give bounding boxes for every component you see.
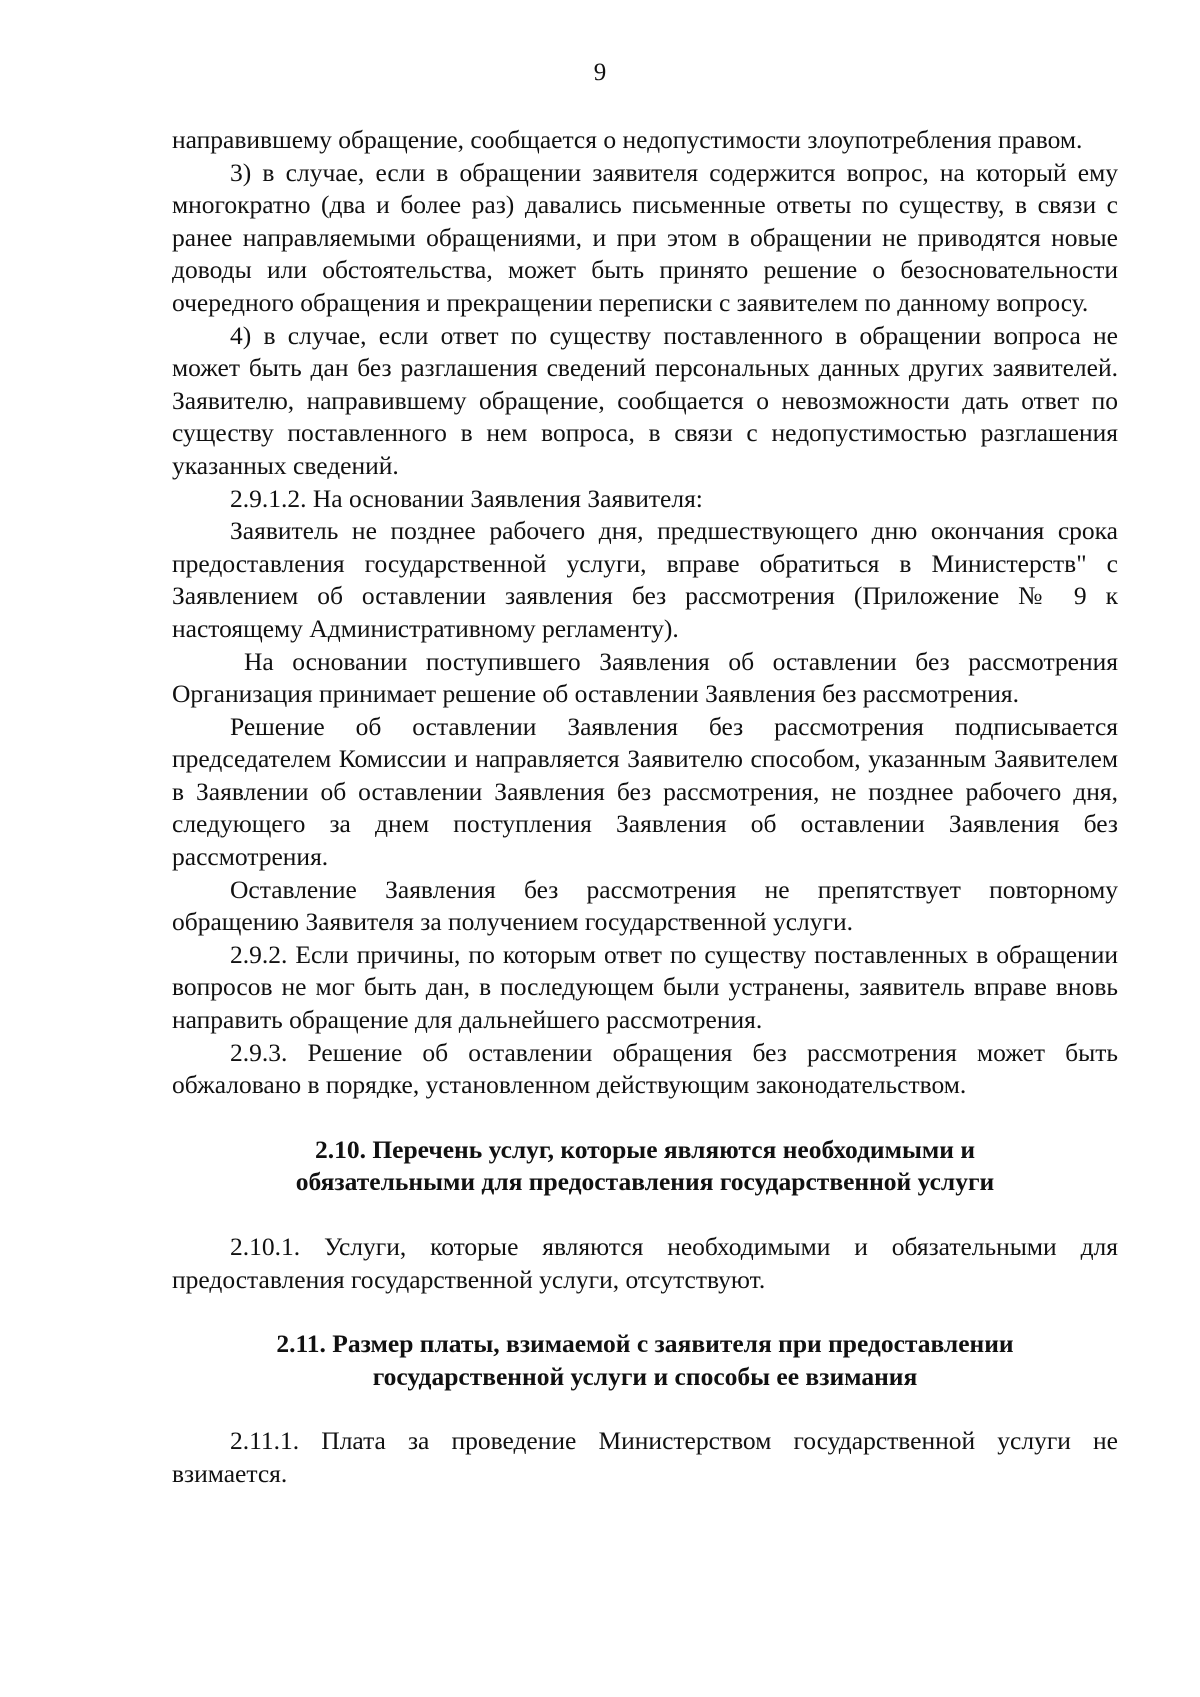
paragraph-2-9-2: 2.9.2. Если причины, по которым ответ по существу поставленных в обращении вопросов не мог быть дан, в последующем были устранены, заявитель вправе вновь направить обращение для дальнейшего рассмотрения. <box>172 939 1118 1035</box>
paragraph-applicant-request: Заявитель не позднее рабочего дня, предшествующего дню окончания срока предоставления государственной услуги, вправе обратиться в Министерств" с Заявлением об оставлении заявления без рассмотрения (Приложение № 9 к настоящему Административному регламенту). <box>172 516 1118 643</box>
paragraph-2-10-1: 2.10.1. Услуги, которые являются необходимыми и обязательными для предоставления государственной услуги, отсутствуют. <box>172 1232 1118 1294</box>
paragraph-2-9-1-2: 2.9.1.2. На основании Заявления Заявителя: <box>230 483 703 513</box>
paragraph-2-11-1: 2.11.1. Плата за проведение Министерством государственной услуги не взимается. <box>172 1426 1118 1488</box>
paragraph-repeat-request: Оставление Заявления без рассмотрения не препятствует повторному обращению Заявителя за получением государственной услуги. <box>172 874 1118 937</box>
document-body <box>172 124 1118 1491</box>
paragraph-2-9-3: 2.9.3. Решение об оставлении обращения без рассмотрения может быть обжаловано в порядке, установленном действующим законодательством. <box>172 1037 1118 1100</box>
section-heading-2-11 <box>172 1328 1118 1393</box>
paragraph-item-3: 3) в случае, если в обращении заявителя содержится вопрос, на который ему многократно (два и более раз) давались письменные ответы по существу, в связи с ранее направляемыми обращениями, и при этом в обращении не приводятся новые доводы или обстоятельства, может быть принято решение о безосновательности очередного обращения и прекращении переписки с заявителем по данному вопросу. <box>172 157 1118 317</box>
section-heading-2-11-line-1: 2.11. Размер платы, взимаемой с заявителя при предоставлении <box>276 1329 1014 1359</box>
section-heading-2-11-line-2: государственной услуги и способы ее взимания <box>372 1361 918 1391</box>
section-heading-2-10 <box>172 1134 1118 1199</box>
paragraph-continuation: направившему обращение, сообщается о недопустимости злоупотребления правом. <box>172 125 1083 154</box>
section-heading-2-10-line-1: 2.10. Перечень услуг, которые являются необходимыми и <box>314 1134 976 1164</box>
section-heading-2-10-line-2: обязательными для предоставления государственной услуги <box>295 1167 995 1197</box>
paragraph-decision-signing: Решение об оставлении Заявления без рассмотрения подписывается председателем Комиссии и направляется Заявителю способом, указанным Заявителем в Заявлении об оставлении Заявления без рассмотрения, не позднее рабочего дня, следующего за днем поступления Заявления об оставлении Заявления без рассмотрения. <box>172 711 1118 872</box>
paragraph-organization-decision: На основании поступившего Заявления об оставлении без рассмотрения Организация принимает решение об оставлении Заявления без рассмотрения. <box>172 646 1118 709</box>
paragraph-item-4: 4) в случае, если ответ по существу поставленного в обращении вопроса не может быть дан без разглашения сведений персональных данных других заявителей. Заявителю, направившему обращение, сообщается о невозможности дать ответ по существу поставленного в нем вопроса, в связи с недопустимостью разглашения указанных сведений. <box>172 320 1118 480</box>
page-number: 9 <box>593 59 607 86</box>
